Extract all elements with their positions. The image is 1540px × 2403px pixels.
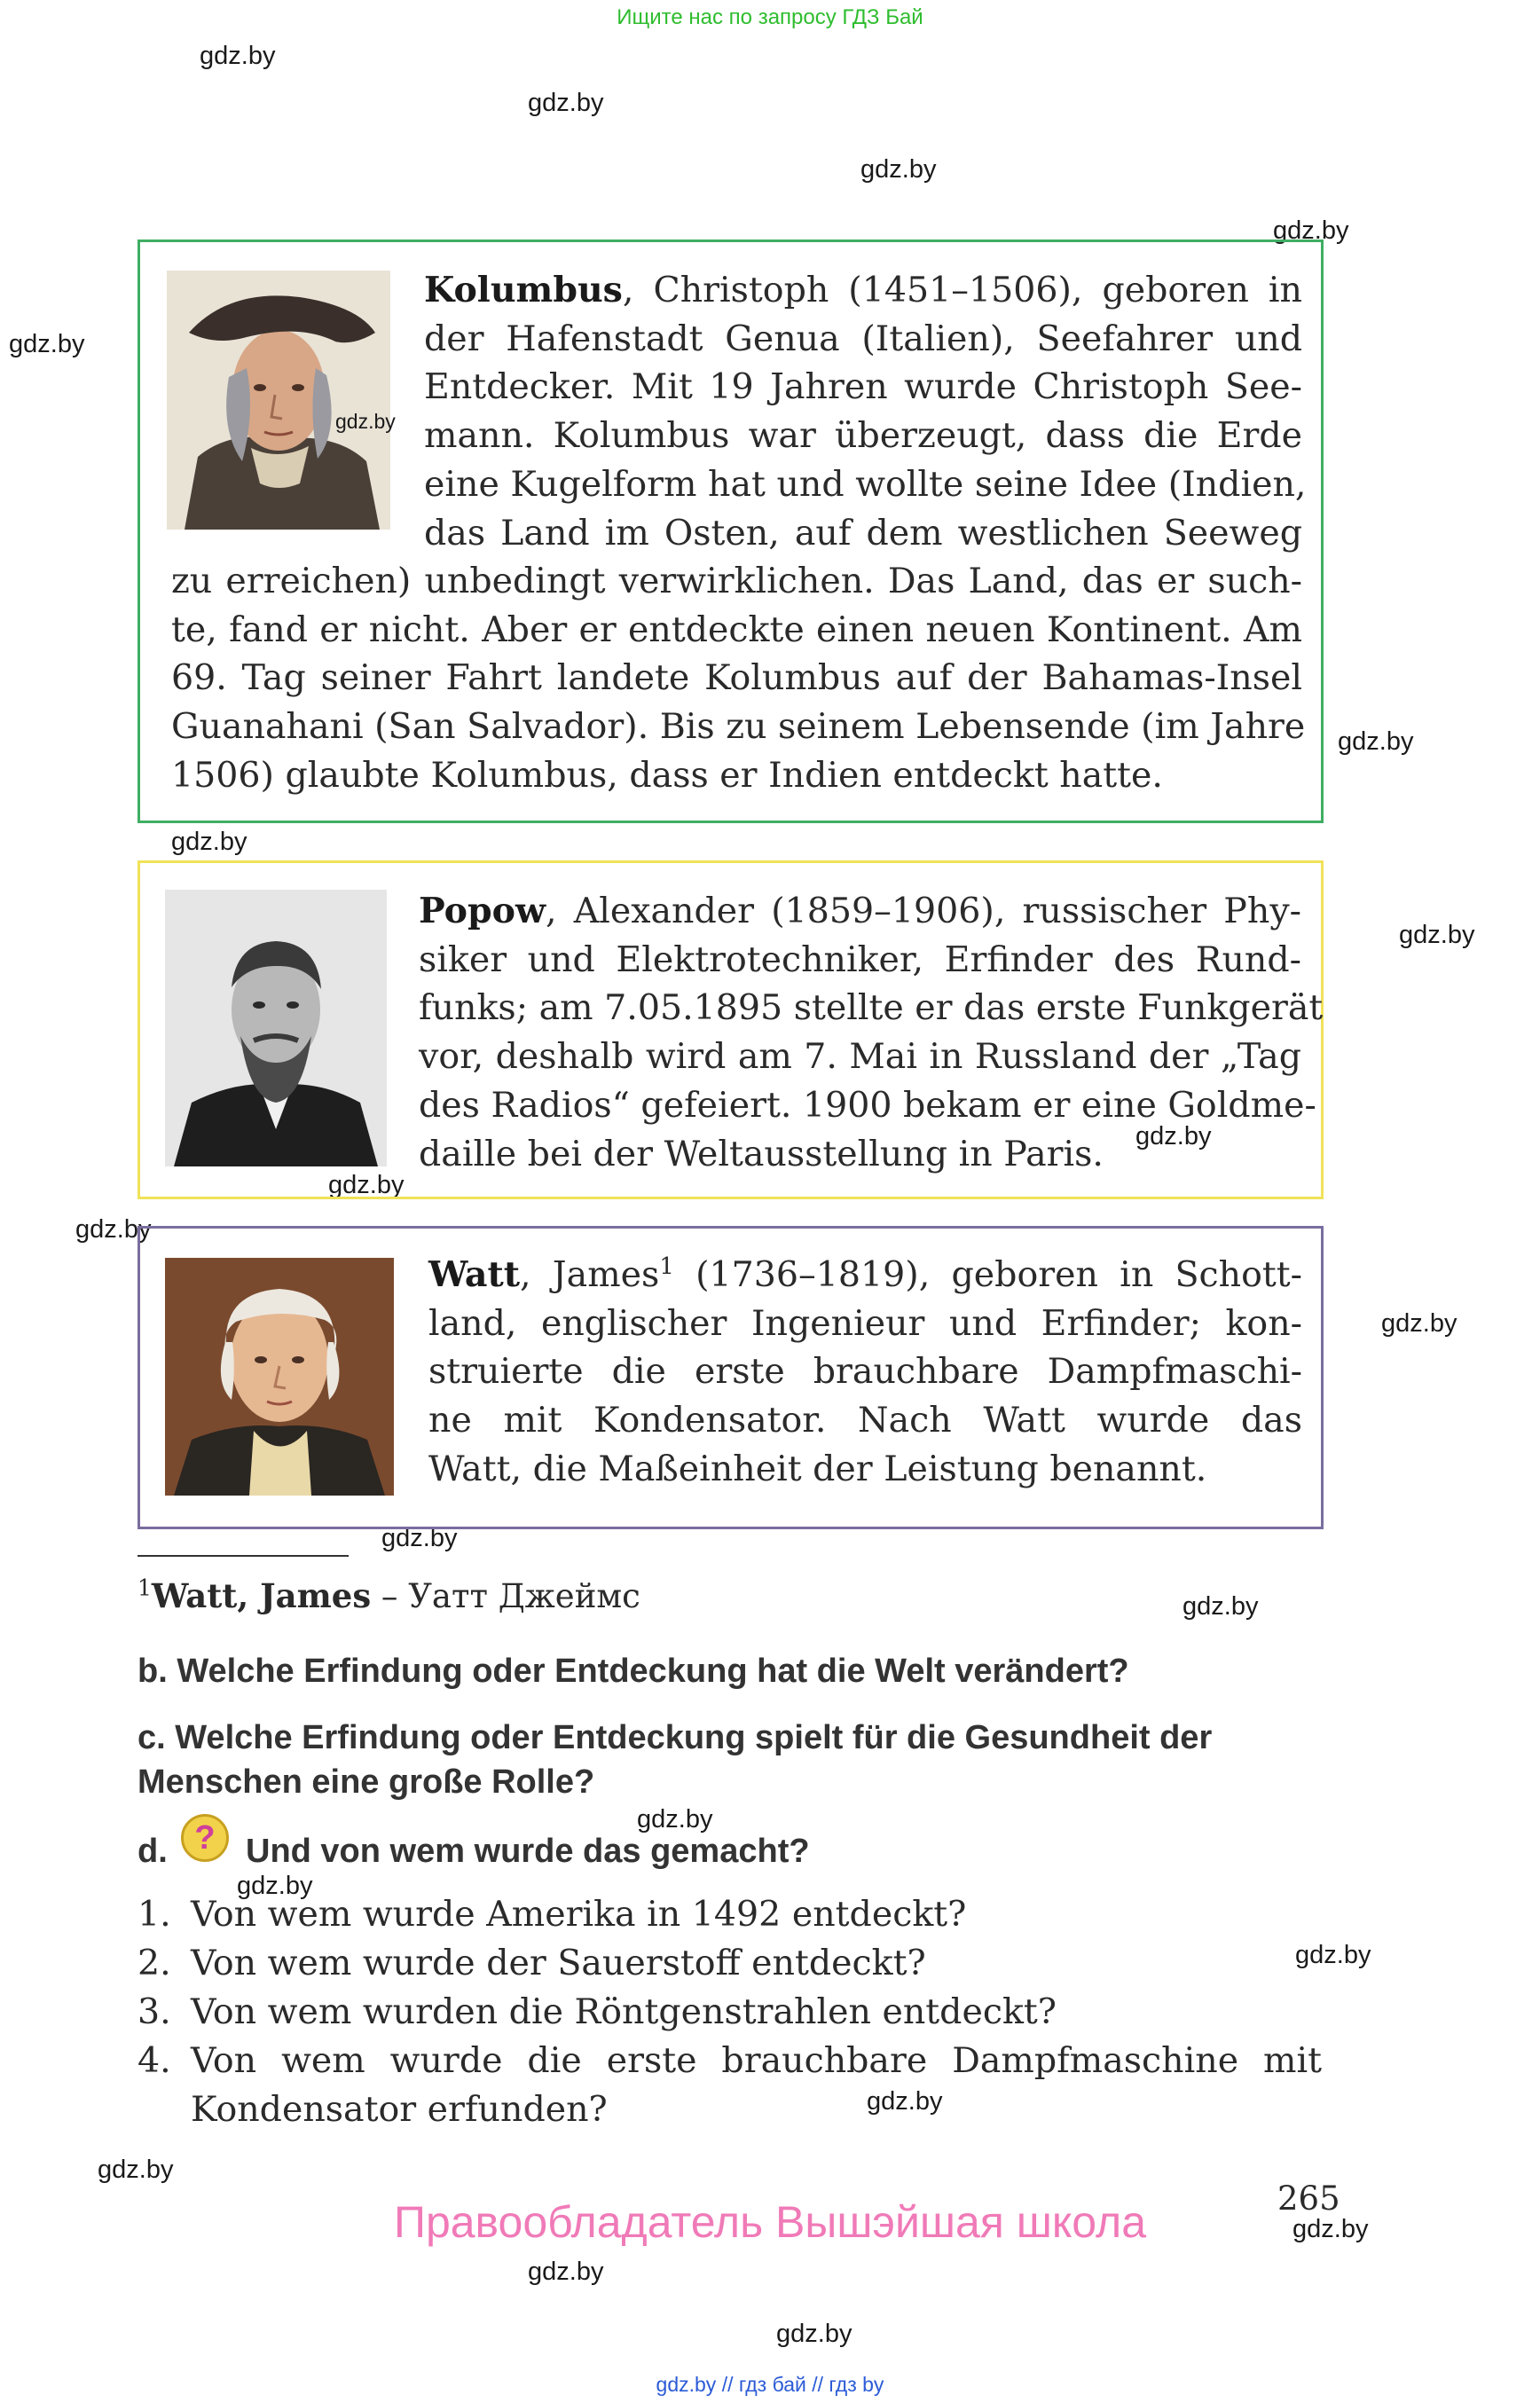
watermark: gdz.by	[200, 42, 276, 70]
watermark: gdz.by	[1273, 216, 1349, 245]
popow-text	[419, 887, 1324, 1178]
watermark: gdz.by	[9, 330, 85, 358]
bio-line: (1736–1819), geboren in Schott-	[673, 1254, 1302, 1295]
bio-line: Guanahani (San Salvador). Bis zu seinem Lebensende (im Jahre	[171, 706, 1306, 748]
bio-line: daille bei der Weltausstellung in Paris.	[419, 1133, 1104, 1174]
watermark: gdz.by	[381, 1524, 458, 1552]
bio-line: funks; am 7.05.1895 stellte er das erste Funkgerät	[419, 987, 1324, 1029]
list-text-line: Von wem wurde die erste brauchbare Dampfmaschine mit	[191, 2040, 1322, 2081]
kolumbus-text	[424, 266, 1307, 557]
page-number: 265	[1277, 2179, 1340, 2218]
popow-portrait	[165, 890, 387, 1166]
list-text: Kondensator erfunden?	[191, 2089, 608, 2130]
watermark: gdz.by	[1399, 921, 1475, 949]
footnote-rule	[138, 1555, 349, 1557]
bio-line: land, englischer Ingenieur und Erfinder; kon-	[428, 1302, 1302, 1344]
list-text: Von wem wurde der Sauerstoff entdeckt?	[191, 1943, 926, 1983]
list-text: Von wem wurden die Röntgenstrahlen entdeckt?	[191, 1991, 1057, 2032]
watermark: gdz.by	[1135, 1122, 1212, 1150]
bio-line: Watt, die Maßeinheit der Leistung benannt.	[428, 1448, 1207, 1489]
kolumbus-text-full	[171, 557, 1306, 800]
bio-first-name: , James	[520, 1254, 660, 1295]
watermark: gdz.by	[75, 1215, 152, 1244]
list-number: 3.	[138, 1991, 171, 2032]
footer-rights: Правообладатель Вышэйшая школа	[394, 2197, 1146, 2247]
watermark: gdz.by	[1182, 1592, 1259, 1621]
watermark: gdz.by	[860, 155, 937, 184]
question-d-label: d.	[138, 1833, 168, 1870]
watermark: gdz.by	[1338, 727, 1414, 756]
bio-line: eine Kugelform hat und wollte seine Idee (Indien,	[424, 463, 1307, 505]
list-number: 1.	[138, 1894, 171, 1935]
watt-portrait	[165, 1258, 394, 1496]
bio-line: das Land im Osten, auf dem westlichen Seeweg	[424, 512, 1302, 554]
bio-line: te, fand er nicht. Aber er entdeckte einen neuen Kontinent. Am	[171, 609, 1302, 650]
footnote	[138, 1572, 640, 1622]
watermark: gdz.by	[776, 2320, 852, 2348]
bio-line: zu erreichen) unbedingt verwirklichen. Das Land, das er such-	[171, 561, 1302, 601]
question-icon	[181, 1814, 229, 1862]
watermark: gdz.by	[1381, 1309, 1458, 1338]
question-d-text: Und von wem wurde das gemacht?	[246, 1833, 810, 1870]
watermark: gdz.by	[867, 2087, 943, 2116]
watermark: gdz.by	[328, 1171, 405, 1199]
list-number: 2.	[138, 1943, 171, 1983]
list-text: Von wem wurde Amerika in 1492 entdeckt?	[191, 1894, 967, 1935]
bio-line: mann. Kolumbus war überzeugt, dass die Erde	[424, 415, 1302, 457]
watermark: gdz.by	[237, 1872, 313, 1900]
watermark: gdz.by	[98, 2156, 174, 2184]
bio-line: 69. Tag seiner Fahrt landete Kolumbus auf der Bahamas-Insel	[171, 657, 1302, 699]
bio-line: des Radios“ gefeiert. 1900 bekam er eine Goldme-	[419, 1084, 1316, 1126]
bio-line: Entdecker. Mit 19 Jahren wurde Christoph See-	[424, 366, 1302, 408]
watermark: gdz.by	[171, 828, 248, 856]
bio-line: ne mit Kondensator. Nach Watt wurde das	[428, 1400, 1302, 1441]
watermark: gdz.by	[1295, 1941, 1371, 1969]
bio-line: 1506) glaubte Kolumbus, dass er Indien entdeckt hatte.	[171, 754, 1163, 796]
bio-line: siker und Elektrotechniker, Erfinder des Rund-	[419, 938, 1301, 980]
list-text	[191, 2040, 1322, 2081]
question-b: b. Welche Erfindung oder Entdeckung hat die Welt verändert?	[138, 1653, 1129, 1690]
bio-line: der Hafenstadt Genua (Italien), Seefahrer und	[424, 318, 1302, 359]
footnote-ref: 1	[659, 1253, 674, 1280]
bio-name: Watt	[428, 1254, 521, 1295]
list-number: 4.	[138, 2040, 171, 2081]
footer-links[interactable]: gdz.by // гдз бай // гдз by	[656, 2373, 884, 2396]
watt-text	[428, 1251, 1302, 1494]
footnote-number: 1	[138, 1575, 152, 1601]
footnote-translation: – Уатт Джеймс	[371, 1577, 640, 1615]
question-c-line2: Menschen eine große Rolle?	[138, 1763, 595, 1801]
top-banner: Ищите нас по запросу ГДЗ Бай	[617, 5, 923, 29]
bio-name: Kolumbus	[424, 270, 623, 310]
bio-line: struierte die erste brauchbare Dampfmaschi-	[428, 1351, 1302, 1393]
watermark: gdz.by	[637, 1805, 713, 1834]
bio-line: , Alexander (1859–1906), russischer Phy-	[545, 891, 1301, 931]
watermark: gdz.by	[335, 410, 396, 433]
footnote-term: Watt, James	[151, 1576, 372, 1615]
watermark: gdz.by	[528, 2258, 604, 2286]
question-c-line1: c. Welche Erfindung oder Entdeckung spielt für die Gesundheit der	[138, 1719, 1213, 1756]
kolumbus-portrait	[167, 271, 390, 530]
bio-name: Popow	[419, 891, 546, 931]
question-icon-glyph: ?	[194, 1819, 216, 1857]
bio-line: , Christoph (1451–1506), geboren in	[622, 270, 1302, 310]
watermark: gdz.by	[528, 89, 604, 117]
watermark: gdz.by	[1292, 2215, 1369, 2243]
bio-line: vor, deshalb wird am 7. Mai in Russland der „Tag	[419, 1036, 1301, 1078]
